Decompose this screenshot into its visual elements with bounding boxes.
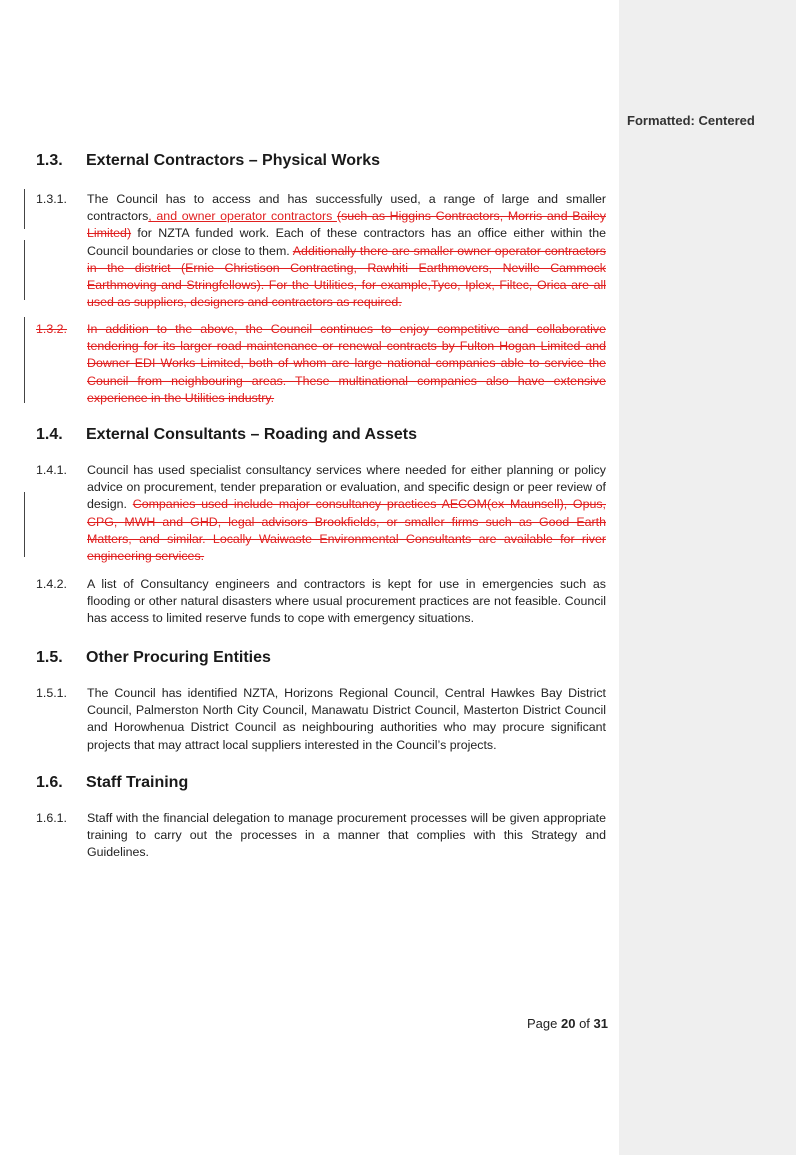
footer-prefix: Page bbox=[527, 1016, 561, 1031]
change-bar bbox=[24, 240, 25, 300]
section-title: External Consultants – Roading and Assets bbox=[86, 426, 418, 443]
paragraph-number: 1.4.2. bbox=[36, 577, 68, 591]
paragraph-number: 1.6.1. bbox=[36, 811, 68, 825]
comment-pane bbox=[619, 0, 796, 1155]
section-title: Staff Training bbox=[86, 774, 189, 791]
text-run: has successfully used, a range of large and smaller contractors bbox=[87, 192, 606, 224]
paragraph-body: A list of Consultancy engineers and contractors is kept for use in emergencies such as flooding or other natural disasters where usual procurement practices are not feasible. Council has access to limited reserve funds to cope with emergency situations. bbox=[87, 577, 606, 626]
text-run: Council has used specialist consultancy services where needed for either planning or policy advice on procurement, tender preparation or evaluation, and specific design or peer review of design. bbox=[87, 463, 606, 512]
paragraph-body bbox=[87, 321, 606, 407]
comment-title[interactable]: Formatted: Centered bbox=[627, 113, 755, 128]
deleted-text: (such as Higgins Contractors, Morris and Bailey Limited) bbox=[87, 209, 606, 241]
paragraph-body: The Council has identified NZTA, Horizons Regional Council, Central Hawkes Bay District Council, Palmerston North City Council, Manawatu District Council, Masterton District Council and Horowhenua District Council as neighbouring authorities who may procure significant projects that may attract local suppliers interested in the Council’s projects. bbox=[87, 686, 606, 752]
paragraph-number: 1.5.1. bbox=[36, 686, 68, 700]
deleted-text: In addition to the above, the Council continues to enjoy competitive and collaborative tendering for its larger road maintenance or renewal contracts by Fulton Hogan Limited and Downer EDI Works Limited, both of whom are large national companies able to service the Council from neighbouring areas. These multinational companies also have extensive experience in the Utilities industry. bbox=[87, 322, 606, 405]
text-run: The Council has to access and bbox=[87, 192, 288, 206]
footer-mid: of bbox=[575, 1016, 594, 1031]
paragraph-body bbox=[87, 191, 606, 311]
section-number: 1.5. bbox=[36, 649, 63, 666]
deleted-text: Additionally there are smaller owner operator contractors in the district (Ernie Christison Contracting, Rawhiti Earthmovers, Neville Cammock Earthmoving and Stringfellows). For the Utilities, for example,Tyco, Iplex, Filtec, Orica are all used as suppliers, designers and contractors as required. bbox=[87, 243, 607, 310]
change-bar bbox=[24, 189, 25, 229]
change-bar bbox=[24, 492, 25, 557]
section-title: External Contractors – Physical Works bbox=[86, 152, 381, 169]
paragraph-number: 1.3.2. bbox=[36, 322, 68, 336]
paragraph-body: Staff with the financial delegation to manage procurement processes will be given appropriate training to carry out the processes in a manner that complies with this Strategy and Guidelines. bbox=[87, 811, 606, 860]
total-pages: 31 bbox=[593, 1016, 608, 1031]
paragraph-number: 1.4.1. bbox=[36, 463, 68, 477]
text-run: for NZTA funded work. Each of these contractors has an office either within the Council boundaries or close to them. bbox=[87, 226, 606, 258]
inserted-text: , and owner operator contractors bbox=[148, 209, 337, 224]
paragraph-body bbox=[87, 462, 606, 565]
deleted-text: Companies used include major consultancy practices AECOM(ex Maunsell), Opus, CPG, MWH and GHD, legal advisors Brookfields, or smaller firms such as Good Earth Matters, and similar. Locally Waiwaste Environmental Consultants are available for river engineering services. bbox=[87, 497, 606, 564]
paragraph-number: 1.3.1. bbox=[36, 192, 68, 206]
section-number: 1.4. bbox=[36, 426, 63, 443]
section-number: 1.6. bbox=[36, 774, 63, 791]
section-number: 1.3. bbox=[36, 152, 63, 169]
current-page-number: 20 bbox=[560, 1016, 576, 1031]
page-footer bbox=[527, 1016, 608, 1031]
section-title: Other Procuring Entities bbox=[86, 649, 271, 666]
change-bar bbox=[24, 317, 25, 403]
